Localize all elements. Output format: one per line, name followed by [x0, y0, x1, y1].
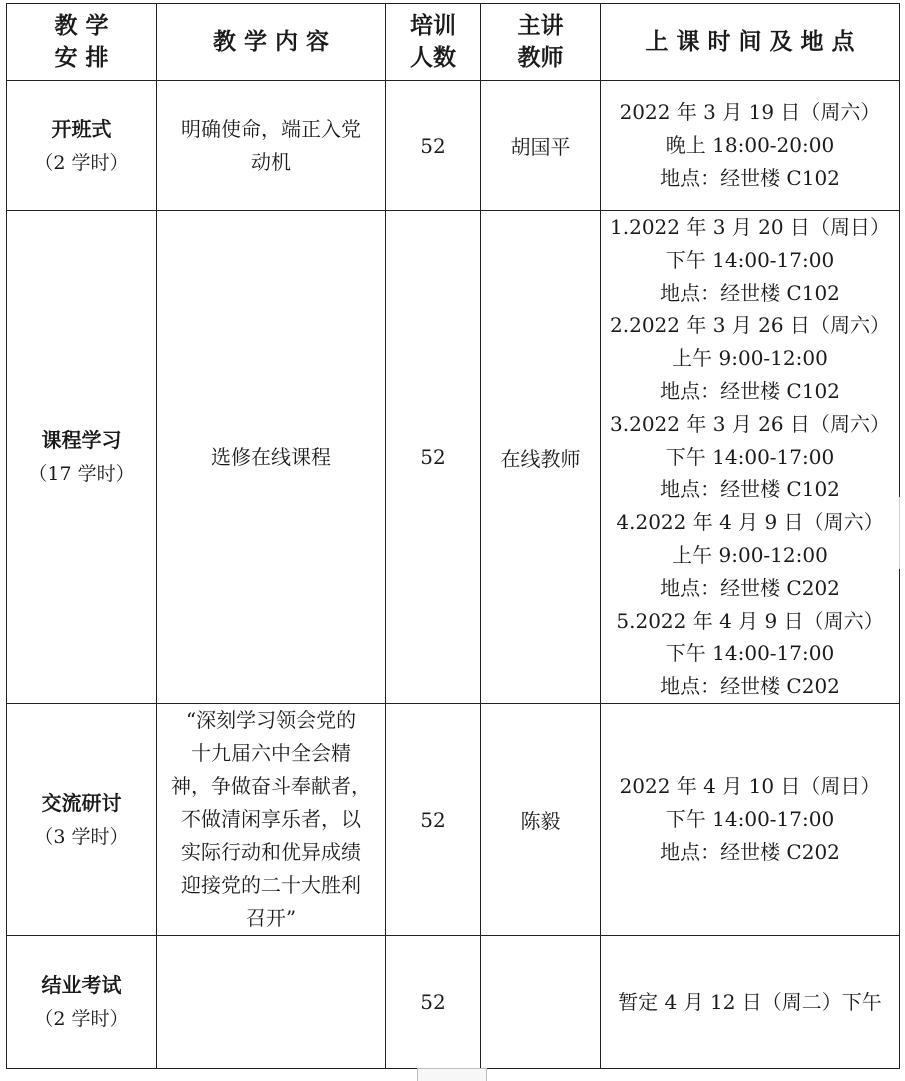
- content-cell: [157, 81, 386, 211]
- table-row: [7, 81, 900, 211]
- page-edge-fragment: [899, 497, 905, 569]
- trainee-count: 52: [420, 133, 446, 158]
- time-line: 1.2022 年 3 月 20 日（周日）: [610, 215, 890, 240]
- content-line: 召开”: [245, 906, 297, 930]
- header-teacher-line1: 主讲: [517, 12, 564, 39]
- place-line: 地点：经世楼 C102: [660, 379, 840, 403]
- arrangement-cell: [7, 81, 157, 211]
- trainee-count: 52: [420, 807, 446, 832]
- count-cell: [386, 704, 481, 936]
- content-line: 神，争做奋斗奉献者，: [171, 774, 371, 798]
- teacher-cell: [481, 936, 601, 1069]
- time-place-cell: [601, 81, 900, 211]
- time-place-cell: [601, 936, 900, 1069]
- table-row: [7, 936, 900, 1069]
- table-row: [7, 211, 900, 704]
- scroll-handle[interactable]: [417, 1068, 487, 1081]
- time-line: 5.2022 年 4 月 9 日（周六）: [616, 608, 884, 633]
- time-line: 上午 9:00-12:00: [672, 542, 828, 567]
- time-line: 2022 年 4 月 10 日（周日）: [619, 774, 881, 799]
- teacher-name: 陈毅: [520, 809, 561, 833]
- teacher-name: 在线教师: [500, 446, 581, 471]
- teacher-cell: [481, 704, 601, 936]
- content-line: 不做清闲享乐者，以: [181, 807, 361, 831]
- place-line: 地点：经世楼 C202: [660, 839, 840, 864]
- schedule-table: [6, 3, 900, 1069]
- place-line: 地点：经世楼 C102: [660, 477, 840, 502]
- content-line: 动机: [251, 149, 291, 174]
- header-content-label: 教 学 内 容: [212, 28, 330, 55]
- content-cell: [157, 211, 386, 704]
- time-line: 2022 年 3 月 19 日（周六）: [619, 100, 881, 125]
- time-line: 2.2022 年 3 月 26 日（周六）: [610, 313, 890, 338]
- time-line: 暂定 4 月 12 日（周二）下午: [618, 989, 882, 1014]
- arrangement-name: 开班式: [51, 116, 112, 141]
- header-arrangement-line1: 教 学: [54, 12, 109, 39]
- content-line: 迎接党的二十大胜利: [181, 873, 361, 897]
- time-line: 上午 9:00-12:00: [672, 346, 828, 371]
- time-line: 下午 14:00-17:00: [665, 247, 835, 272]
- content-line: 选修在线课程: [211, 444, 331, 469]
- count-cell: [386, 936, 481, 1069]
- content-line: 实际行动和优异成绩: [181, 840, 361, 864]
- arrangement-hours: （2 学时）: [34, 1008, 129, 1030]
- time-line: 下午 14:00-17:00: [665, 641, 835, 666]
- header-teacher: [481, 4, 601, 81]
- header-content: [157, 4, 386, 81]
- table-row: [7, 704, 900, 936]
- arrangement-name: 课程学习: [41, 428, 122, 452]
- header-time-place-label: 上 课 时 间 及 地 点: [645, 28, 855, 55]
- place-line: 地点：经世楼 C102: [660, 280, 840, 305]
- header-teacher-line2: 教师: [517, 44, 564, 71]
- header-row: [7, 4, 900, 81]
- header-arrangement: [7, 4, 157, 81]
- trainee-count: 52: [420, 990, 446, 1014]
- count-cell: [386, 81, 481, 211]
- teacher-cell: [481, 211, 601, 704]
- time-line: 下午 14:00-17:00: [665, 444, 835, 469]
- arrangement-cell: [7, 211, 157, 704]
- content-line: “深刻学习领会党的: [185, 708, 357, 732]
- content-cell: [157, 704, 386, 936]
- time-place-cell: [601, 211, 900, 704]
- time-line: 下午 14:00-17:00: [665, 807, 835, 832]
- time-place-cell: [601, 704, 900, 936]
- place-line: 地点：经世楼 C202: [660, 674, 840, 699]
- time-line: 3.2022 年 3 月 26 日（周六）: [610, 411, 890, 436]
- place-line: 地点：经世楼 C202: [660, 575, 840, 600]
- header-arrangement-line2: 安 排: [54, 44, 109, 71]
- teacher-name: 胡国平: [510, 135, 571, 159]
- arrangement-cell: [7, 936, 157, 1069]
- place-line: 地点：经世楼 C102: [660, 165, 840, 190]
- teacher-cell: [481, 81, 601, 211]
- header-time-place: [601, 4, 900, 81]
- arrangement-hours: （2 学时）: [34, 151, 129, 174]
- content-line: 十九届六中全会精: [191, 741, 351, 765]
- time-line: 4.2022 年 4 月 9 日（周六）: [616, 510, 884, 535]
- arrangement-name: 交流研讨: [41, 790, 122, 815]
- header-count: [386, 4, 481, 81]
- arrangement-cell: [7, 704, 157, 936]
- content-line: 明确使命，端正入党: [181, 116, 361, 141]
- arrangement-name: 结业考试: [41, 973, 122, 997]
- header-count-line1: 培训: [410, 12, 456, 39]
- trainee-count: 52: [420, 445, 446, 469]
- time-line: 晚上 18:00-20:00: [665, 133, 835, 158]
- count-cell: [386, 211, 481, 704]
- arrangement-hours: （3 学时）: [34, 825, 129, 848]
- content-cell: [157, 936, 386, 1069]
- arrangement-hours: （17 学时）: [28, 463, 135, 485]
- header-count-line2: 人数: [410, 44, 456, 71]
